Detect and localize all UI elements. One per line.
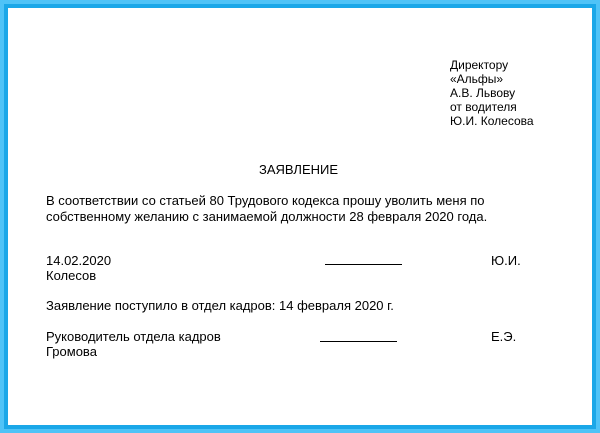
body-text-line-1: В соответствии со статьей 80 Трудового кодекса прошу уволить меня по <box>46 193 485 208</box>
document-title: ЗАЯВЛЕНИЕ <box>259 162 339 177</box>
hr-head-position: Руководитель отдела кадров <box>46 329 221 344</box>
employee-signature-line <box>325 264 402 265</box>
body-text-line-2: собственному желанию с занимаемой должности 28 февраля 2020 года. <box>46 209 488 224</box>
document-page <box>8 8 592 425</box>
hr-head-surname: Громова <box>46 344 97 359</box>
application-date: 14.02.2020 <box>46 253 112 268</box>
addressee-line-director: Директору <box>450 58 509 72</box>
hr-head-initials: Е.Э. <box>491 329 517 344</box>
addressee-line-company: «Альфы» <box>450 72 504 86</box>
received-note: Заявление поступило в отдел кадров: 14 февраля 2020 г. <box>46 298 394 313</box>
addressee-line-applicant: Ю.И. Колесова <box>450 114 534 128</box>
employee-initials: Ю.И. <box>491 253 521 268</box>
addressee-line-name: А.В. Львову <box>450 86 516 100</box>
addressee-line-from: от водителя <box>450 100 517 114</box>
employee-surname: Колесов <box>46 268 97 283</box>
addressee-block <box>450 58 534 128</box>
hr-signature-line <box>320 341 397 342</box>
